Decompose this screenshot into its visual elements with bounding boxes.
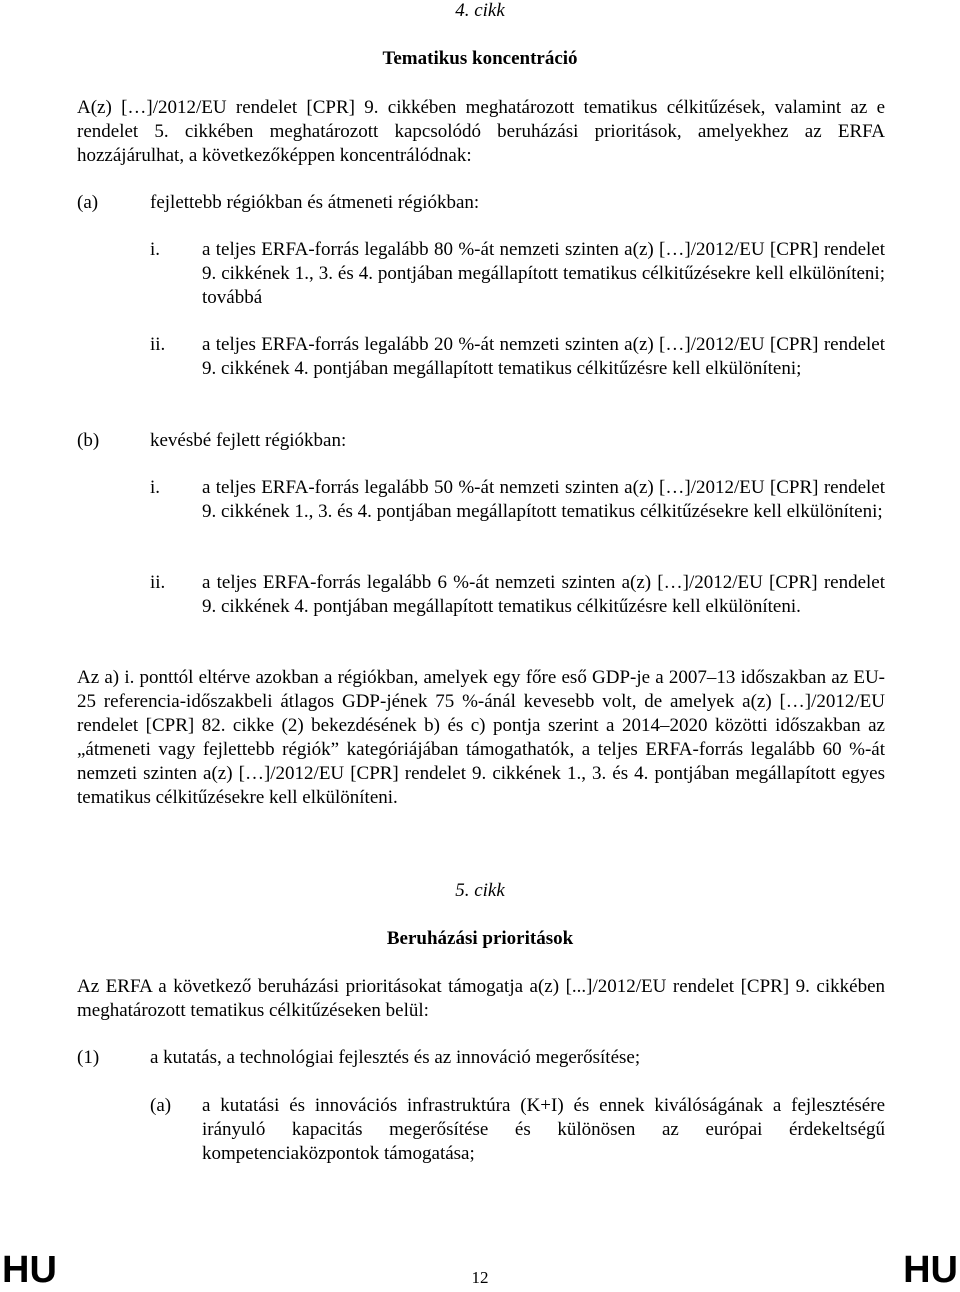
point-b-i-label: i. [150, 477, 161, 498]
point-b-ii-text: a teljes ERFA-forrás legalább 6 %-át nemzeti szinten a(z) […]/2012/EU [CPR] rendelet 9. cikkének 4. pontjában megállapított tematikus célkitűzésre kell elkülöníteni. [202, 572, 885, 617]
footer-language-left: HU [2, 1249, 57, 1291]
point-a-label: (a) [77, 192, 99, 213]
point-a-ii-label: ii. [150, 334, 166, 355]
article-4-closing: Az a) i. ponttól eltérve azokban a régiókban, amelyek egy főre eső GDP-je a 2007–13 időszakban az EU-25 referencia-időszakbeli átlagos GDP-jének 75 %-ánál kevesebb volt, de amelyek a(z) […]/2012/EU rendelet [CPR] 82. cikke (2) bekezdésének b) és c) pontja szerint a 2014–2020 közötti időszakban az „átmeneti vagy fejlettebb régiók” kategóriájában támogathatók, a teljes ERFA-forrás legalább 60 %-át nemzeti szinten a(z) […]/2012/EU [CPR] rendelet 9. cikkének 1., 3. és 4. pontjában megállapított egyes tematikus célkitűzésekre kell elkülöníteni. [77, 667, 885, 808]
point-a-i-label: i. [150, 239, 161, 260]
article-4-title: Tematikus koncentráció [382, 48, 578, 69]
point-a-i-text: a teljes ERFA-forrás legalább 80 %-át nemzeti szinten a(z) […]/2012/EU [CPR] rendelet 9. cikkének 1., 3. és 4. pontjában megállapított tematikus célkitűzésekre kell elkülöníteni; továbbá [202, 239, 885, 308]
point-1-a-label: (a) [150, 1095, 172, 1116]
point-1-label: (1) [77, 1047, 100, 1068]
point-b-label: (b) [77, 430, 100, 451]
article-5-intro: Az ERFA a következő beruházási prioritásokat támogatja a(z) [...]/2012/EU rendelet [CPR] 9. cikkében meghatározott tematikus célkitűzéseken belül: [77, 976, 885, 1021]
point-b-text: kevésbé fejlett régiókban: [150, 430, 347, 451]
point-b-i-text: a teljes ERFA-forrás legalább 50 %-át nemzeti szinten a(z) […]/2012/EU [CPR] rendelet 9. cikkének 1., 3. és 4. pontjában megállapított tematikus célkitűzésekre kell elkülöníteni; [202, 477, 885, 522]
point-b-ii-label: ii. [150, 572, 166, 593]
article-5-number: 5. cikk [455, 880, 505, 901]
point-1-text: a kutatás, a technológiai fejlesztés és az innováció megerősítése; [150, 1047, 641, 1068]
article-4-intro: A(z) […]/2012/EU rendelet [CPR] 9. cikkében meghatározott tematikus célkitűzések, valamint az e rendelet 5. cikkében meghatározott kapcsolódó beruházási prioritások, amelyekhez az ERFA hozzájárulhat, a következőképpen koncentrálódnak: [77, 97, 885, 166]
point-a-ii-text: a teljes ERFA-forrás legalább 20 %-át nemzeti szinten a(z) […]/2012/EU [CPR] rendelet 9. cikkének 4. pontjában megállapított tematikus célkitűzésre kell elkülöníteni; [202, 334, 885, 379]
article-5-title: Beruházási prioritások [386, 928, 574, 949]
point-1-a-text: a kutatási és innovációs infrastruktúra (K+I) és ennek kiválóságának a fejlesztésére irányuló kapacitás megerősítése és különösen az európai érdekeltségű kompetenciaközpontok támogatása; [202, 1095, 885, 1164]
page-number: 12 [471, 1268, 489, 1287]
point-a-text: fejlettebb régiókban és átmeneti régiókban: [150, 192, 480, 213]
article-4-number: 4. cikk [455, 0, 505, 21]
footer-language-right: HU [903, 1249, 958, 1291]
